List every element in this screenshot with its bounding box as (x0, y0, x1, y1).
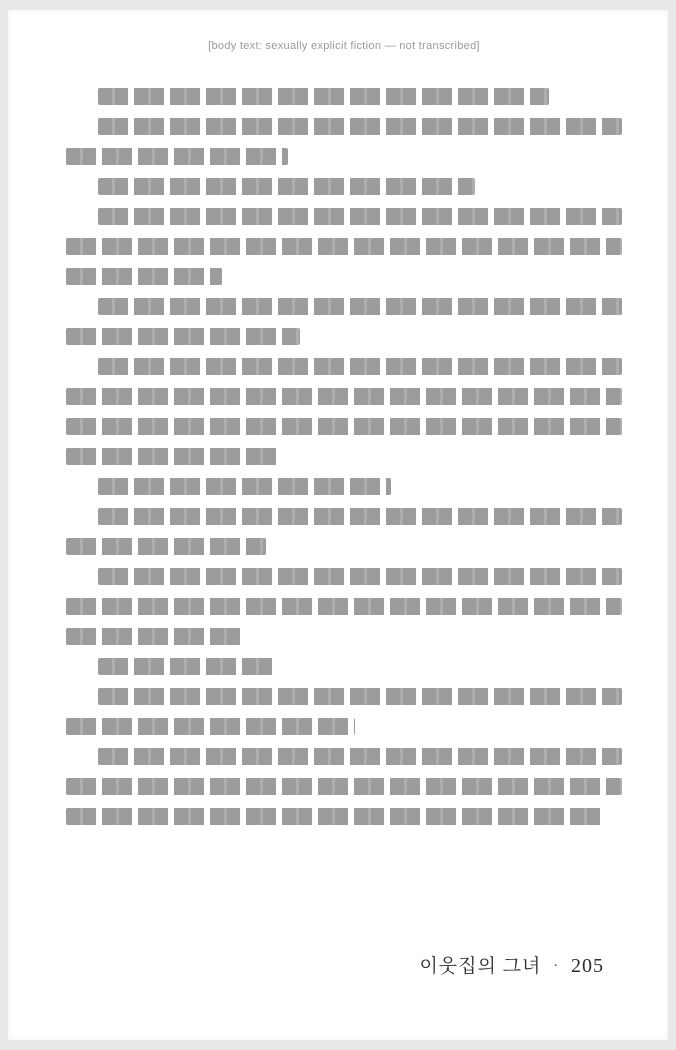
redacted-text-line (98, 358, 622, 375)
book-page (8, 10, 668, 1040)
page-number: 205 (571, 955, 604, 977)
redacted-text-line (66, 628, 244, 645)
redacted-text-line (66, 808, 605, 825)
redacted-text-line (66, 718, 355, 735)
book-title: 이웃집의 그녀 (419, 956, 542, 977)
redacted-text-line (98, 568, 622, 585)
scan-margin-right (668, 0, 676, 1050)
scan-margin-bottom (0, 1040, 676, 1050)
paragraph (66, 658, 622, 675)
paragraph (66, 508, 622, 555)
redacted-text-line (98, 658, 276, 675)
redacted-text-line (66, 148, 288, 165)
paragraph (66, 118, 622, 165)
redacted-text-line (66, 328, 300, 345)
redacted-text-line (98, 688, 622, 705)
redacted-text-line (66, 538, 266, 555)
redacted-text-line (98, 208, 622, 225)
redaction-note: [body text: sexually explicit fiction — not transcribed] (208, 40, 480, 52)
paragraph (66, 88, 622, 105)
paragraph (66, 688, 622, 735)
body-text-block (66, 88, 622, 838)
redacted-text-line (98, 298, 622, 315)
page-footer (419, 951, 604, 978)
redacted-text-line (66, 598, 622, 615)
redacted-text-line (98, 178, 475, 195)
redacted-text-line (98, 118, 622, 135)
paragraph (66, 568, 622, 645)
redacted-text-line (66, 418, 622, 435)
redacted-text-line (98, 508, 622, 525)
redacted-text-line (98, 88, 549, 105)
paragraph (66, 358, 622, 465)
redacted-text-line (66, 778, 622, 795)
scan-margin-top (0, 0, 676, 10)
redacted-text-line (66, 268, 222, 285)
paragraph (66, 748, 622, 825)
paragraph (66, 478, 622, 495)
redacted-text-line (66, 448, 277, 465)
scan-margin-left (0, 0, 8, 1050)
redacted-text-line (66, 388, 622, 405)
redacted-text-line (98, 478, 391, 495)
paragraph (66, 178, 622, 195)
redacted-text-line (66, 238, 622, 255)
paragraph (66, 298, 622, 345)
paragraph (66, 208, 622, 285)
footer-separator: · (553, 959, 559, 974)
redacted-text-line (98, 748, 622, 765)
